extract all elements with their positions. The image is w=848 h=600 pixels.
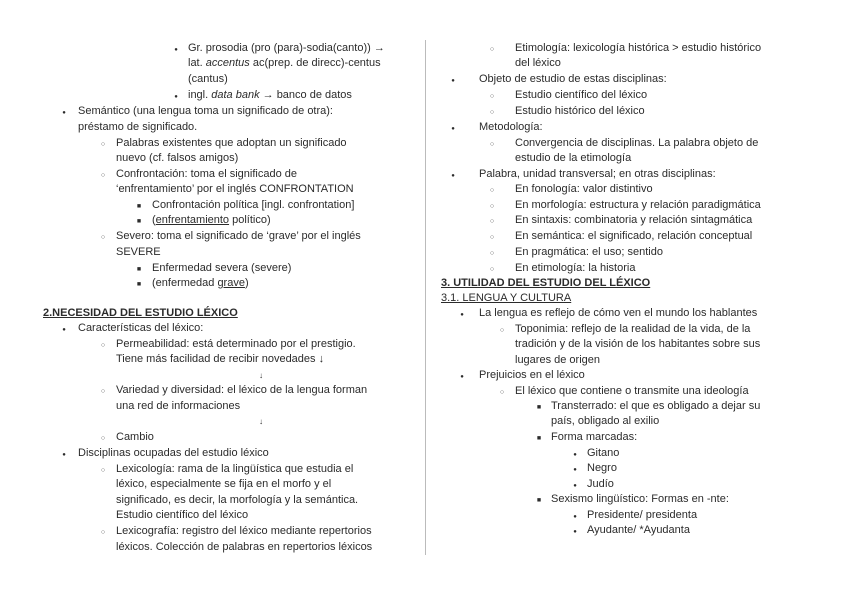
text-line: Transterrado: el que es obligado a dejar su [551, 400, 761, 412]
text-line: En sintaxis: combinatoria y relación sintagmática [515, 214, 753, 226]
text-line: (cantus) [188, 73, 228, 85]
circle-bullet-icon [487, 245, 497, 259]
text-line: significado, es decir, la morfología y la semántica. [116, 494, 359, 506]
text: ( [152, 214, 156, 226]
text-line: Judío [587, 478, 614, 490]
bullet-icon [570, 477, 580, 491]
square-bullet-icon [134, 261, 144, 275]
text-line: Ayudante/ *Ayudanta [587, 524, 690, 536]
circle-bullet-icon [497, 322, 507, 336]
section-heading: 2.NECESIDAD DEL ESTUDIO LÉXICO [43, 307, 238, 319]
bullet-icon [59, 321, 69, 335]
circle-bullet-icon [98, 167, 108, 181]
circle-bullet-icon [98, 524, 108, 538]
circle-bullet-icon [98, 337, 108, 351]
text-line: ‘enfrentamiento’ por el inglés CONFRONTATION [116, 183, 354, 195]
text: lat. [188, 57, 206, 69]
square-bullet-icon [134, 276, 144, 290]
circle-bullet-icon [487, 229, 497, 243]
bullet-icon [448, 120, 458, 134]
square-bullet-icon [134, 198, 144, 212]
text: político) [229, 214, 271, 226]
text-line: Gitano [587, 447, 620, 459]
text-line: Enfermedad severa (severe) [152, 262, 292, 274]
text-line: Variedad y diversidad: el léxico de la lengua forman [116, 384, 368, 396]
text-line: Estudio científico del léxico [116, 509, 249, 521]
bullet-icon [570, 461, 580, 475]
bullet-icon [457, 368, 467, 382]
bullet-icon [59, 446, 69, 460]
text-line: Palabras existentes que adoptan un significado [116, 137, 347, 149]
text-line: Objeto de estudio de estas disciplinas: [479, 73, 667, 85]
square-bullet-icon [134, 213, 144, 227]
text-line: Palabra, unidad transversal; en otras disciplinas: [479, 168, 716, 180]
bullet-icon [171, 41, 181, 55]
text-line: En semántica: el significado, relación conceptual [515, 230, 753, 242]
square-bullet-icon [534, 430, 544, 444]
text-line: SEVERE [116, 246, 161, 258]
bullet-icon [570, 508, 580, 522]
text-line: Estudio científico del léxico [515, 89, 648, 101]
text-line: Permeabilidad: está determinado por el prestigio. [116, 338, 356, 350]
bullet-icon [448, 167, 458, 181]
text-line: En fonología: valor distintivo [515, 183, 653, 195]
text-line: una red de informaciones [116, 400, 241, 412]
text-line: Sexismo lingüístico: Formas en -nte: [551, 493, 729, 505]
text-line: léxicos. Colección de palabras en repertorios léxicos [116, 541, 373, 553]
bullet-icon [59, 104, 69, 118]
text-line: nuevo (cf. falsos amigos) [116, 152, 239, 164]
bullet-icon [570, 446, 580, 460]
text-line: Semántico (una lengua toma un significado de otra): [78, 105, 333, 117]
subsection-heading: 3.1. LENGUA Y CULTURA [441, 292, 572, 304]
text-line: Negro [587, 462, 617, 474]
text-line: Etimología: lexicología histórica > estudio histórico [515, 42, 762, 54]
text: ingl. [188, 89, 212, 101]
text-line: préstamo de significado. [78, 121, 198, 133]
text-line: Forma marcadas: [551, 431, 638, 443]
text-line: tradición y de la visión de los habitantes sobre sus [515, 338, 761, 350]
circle-bullet-icon [98, 430, 108, 444]
text-line: Características del léxico: [78, 322, 204, 334]
circle-bullet-icon [487, 88, 497, 102]
text-line [188, 88, 352, 102]
text-line: Gr. prosodia (pro (para)-sodia(canto)) → [188, 42, 385, 54]
circle-bullet-icon [487, 136, 497, 150]
text-line: Convergencia de disciplinas. La palabra objeto de [515, 137, 759, 149]
column-divider [425, 40, 426, 555]
circle-bullet-icon [98, 462, 108, 476]
circle-bullet-icon [98, 229, 108, 243]
text-line: país, obligado al exilio [551, 415, 660, 427]
text-line [152, 213, 271, 227]
text-line: Toponimia: reflejo de la realidad de la vida, de la [515, 323, 751, 335]
section-heading: 3. UTILIDAD DEL ESTUDIO DEL LÉXICO [441, 277, 651, 289]
text-line: En pragmática: el uso; sentido [515, 246, 663, 258]
arrow-down-icon: ↓ [259, 371, 263, 380]
text-line: del léxico [515, 57, 561, 69]
text-line: Lexicografía: registro del léxico mediante repertorios [116, 525, 372, 537]
text-line: Metodología: [479, 121, 543, 133]
text-line: Disciplinas ocupadas del estudio léxico [78, 447, 269, 459]
bullet-icon [570, 523, 580, 537]
text-line: Estudio histórico del léxico [515, 105, 645, 117]
square-bullet-icon [534, 492, 544, 506]
arrow-down-icon: ↓ [259, 417, 263, 426]
text: ) [244, 277, 249, 289]
circle-bullet-icon [497, 384, 507, 398]
text-line: estudio de la etimología [515, 152, 632, 164]
italic-term: data bank [211, 89, 260, 101]
circle-bullet-icon [98, 383, 108, 397]
text: (enfermedad [152, 277, 218, 289]
text-line: El léxico que contiene o transmite una ideología [515, 385, 749, 397]
bullet-icon [448, 72, 458, 86]
text: ac(prep. de direcc)-centus [249, 57, 381, 69]
text-line: Tiene más facilidad de recibir novedades ↓ [116, 353, 325, 365]
text-line: Lexicología: rama de la lingüística que estudia el [116, 463, 354, 475]
bullet-icon [457, 306, 467, 320]
text-line: Confrontación política [ingl. confrontation] [152, 199, 355, 211]
text-line [188, 56, 381, 70]
text-line: En etimología: la historia [515, 262, 636, 274]
circle-bullet-icon [487, 198, 497, 212]
text-line: Presidente/ presidenta [587, 509, 698, 521]
text-line: Prejuicios en el léxico [479, 369, 585, 381]
circle-bullet-icon [487, 261, 497, 275]
circle-bullet-icon [487, 213, 497, 227]
circle-bullet-icon [487, 41, 497, 55]
underlined-term: enfrentamiento [155, 214, 230, 226]
text: → banco de datos [259, 89, 352, 101]
italic-term: accentus [205, 57, 250, 69]
circle-bullet-icon [487, 182, 497, 196]
text-line: La lengua es reflejo de cómo ven el mundo los hablantes [479, 307, 758, 319]
text-line: léxico, especialmente se fija en el morfo y el [116, 478, 332, 490]
circle-bullet-icon [98, 136, 108, 150]
text-line: En morfología: estructura y relación paradigmática [515, 199, 761, 211]
text-line: lugares de origen [515, 354, 601, 366]
text-line: Confrontación: toma el significado de [116, 168, 297, 180]
square-bullet-icon [534, 399, 544, 413]
text-line [152, 276, 249, 290]
bullet-icon [171, 88, 181, 102]
text-line: Cambio [116, 431, 154, 443]
underlined-term: grave [217, 277, 245, 289]
text-line: Severo: toma el significado de ‘grave’ por el inglés [116, 230, 361, 242]
circle-bullet-icon [487, 104, 497, 118]
